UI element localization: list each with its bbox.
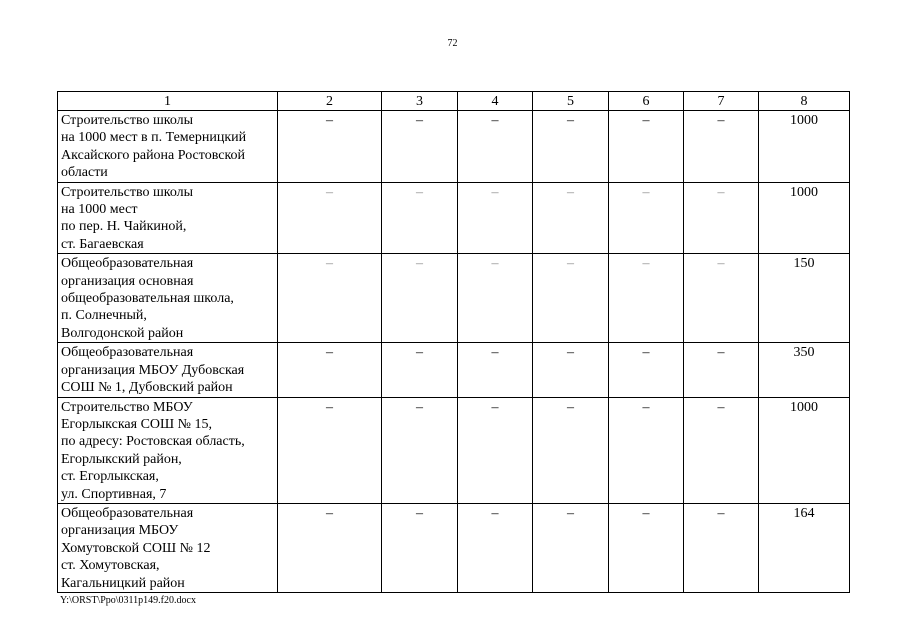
header-row xyxy=(58,92,850,111)
value-cell: – xyxy=(533,254,609,343)
value-cell: – xyxy=(684,343,759,397)
value-cell: – xyxy=(458,111,533,183)
capacity-value-cell: 1000 xyxy=(759,111,850,183)
value-cell: – xyxy=(278,254,382,343)
value-cell: – xyxy=(533,397,609,503)
object-name-cell: Общеобразовательная организация МБОУ Хомутовской СОШ № 12 ст. Хомутовская, Кагальницкий район xyxy=(58,503,278,592)
value-cell: – xyxy=(278,503,382,592)
value-cell: – xyxy=(609,503,684,592)
value-cell: – xyxy=(458,503,533,592)
column-number-header: 8 xyxy=(759,92,850,111)
value-cell: – xyxy=(609,343,684,397)
value-cell: – xyxy=(382,397,458,503)
table-row xyxy=(58,254,850,343)
table-row xyxy=(58,397,850,503)
table-header xyxy=(58,92,850,111)
object-name-cell: Строительство МБОУ Егорлыкская СОШ № 15, по адресу: Ростовская область, Егорлыкский район, ст. Егорлыкская, ул. Спортивная, 7 xyxy=(58,397,278,503)
object-name-cell: Общеобразовательная организация основная общеобразовательная школа, п. Солнечный, Волгодонской район xyxy=(58,254,278,343)
value-cell: – xyxy=(609,182,684,254)
object-name-cell: Строительство школы на 1000 мест по пер. Н. Чайкиной, ст. Багаевская xyxy=(58,182,278,254)
value-cell: – xyxy=(278,111,382,183)
value-cell: – xyxy=(382,254,458,343)
table-row xyxy=(58,111,850,183)
column-number-header: 3 xyxy=(382,92,458,111)
value-cell: – xyxy=(458,343,533,397)
value-cell: – xyxy=(382,182,458,254)
table-row xyxy=(58,503,850,592)
table-row xyxy=(58,343,850,397)
value-cell: – xyxy=(684,254,759,343)
value-cell: – xyxy=(382,343,458,397)
data-table xyxy=(57,91,850,593)
value-cell: – xyxy=(382,111,458,183)
table-body xyxy=(58,111,850,593)
column-number-header: 6 xyxy=(609,92,684,111)
value-cell: – xyxy=(458,254,533,343)
value-cell: – xyxy=(278,343,382,397)
value-cell: – xyxy=(684,503,759,592)
value-cell: – xyxy=(533,503,609,592)
column-number-header: 4 xyxy=(458,92,533,111)
value-cell: – xyxy=(609,111,684,183)
value-cell: – xyxy=(533,182,609,254)
capacity-value-cell: 350 xyxy=(759,343,850,397)
value-cell: – xyxy=(458,182,533,254)
page-number: 72 xyxy=(447,38,458,49)
capacity-value-cell: 1000 xyxy=(759,397,850,503)
column-number-header: 1 xyxy=(58,92,278,111)
value-cell: – xyxy=(684,111,759,183)
file-path-footer: Y:\ORST\Ppo\0311p149.f20.docx xyxy=(60,595,196,606)
value-cell: – xyxy=(609,254,684,343)
value-cell: – xyxy=(533,343,609,397)
value-cell: – xyxy=(278,182,382,254)
capacity-value-cell: 150 xyxy=(759,254,850,343)
value-cell: – xyxy=(278,397,382,503)
value-cell: – xyxy=(458,397,533,503)
value-cell: – xyxy=(609,397,684,503)
capacity-value-cell: 164 xyxy=(759,503,850,592)
value-cell: – xyxy=(684,182,759,254)
object-name-cell: Строительство школы на 1000 мест в п. Темерницкий Аксайского района Ростовской области xyxy=(58,111,278,183)
column-number-header: 2 xyxy=(278,92,382,111)
column-number-header: 5 xyxy=(533,92,609,111)
column-number-header: 7 xyxy=(684,92,759,111)
value-cell: – xyxy=(382,503,458,592)
table-row xyxy=(58,182,850,254)
value-cell: – xyxy=(684,397,759,503)
capacity-value-cell: 1000 xyxy=(759,182,850,254)
value-cell: – xyxy=(533,111,609,183)
object-name-cell: Общеобразовательная организация МБОУ Дубовская СОШ № 1, Дубовский район xyxy=(58,343,278,397)
